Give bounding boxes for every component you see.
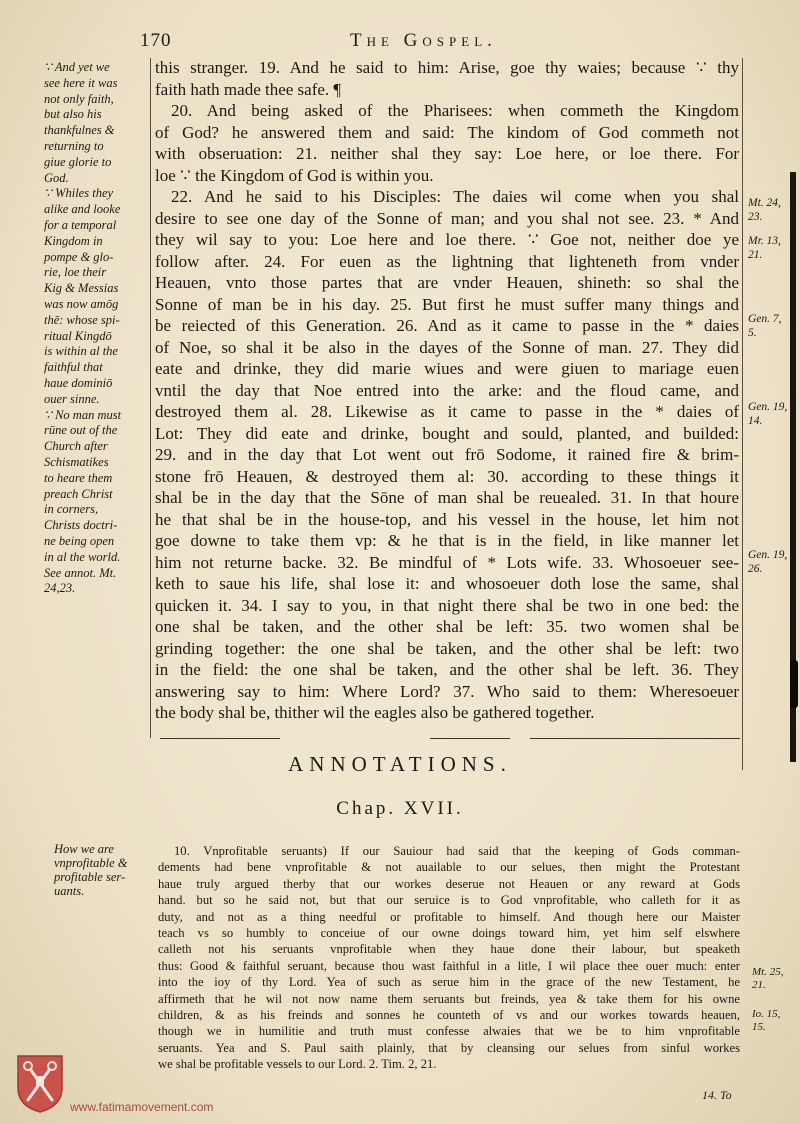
text-line: Lot: They did eate and drinke, bought and sould, planted, and builded: [155, 423, 739, 443]
margin-note-line: see here it was [44, 75, 118, 90]
margin-note-line: rie, loe their [44, 265, 107, 280]
page-number: 170 [140, 30, 172, 51]
margin-note-line: to heare them [44, 470, 113, 485]
cross-ref-verse: 14. [748, 415, 763, 427]
margin-note-line: Kingdom in [44, 233, 103, 248]
margin-note-line: ∵ And yet we [44, 60, 110, 74]
annotation-margin-note [54, 842, 154, 898]
text-line: Heauen, vnto those partes that are vnder Heauen, shineth: so shal the [155, 273, 739, 292]
margin-note-line: ne being open [44, 533, 115, 548]
annotation-ref-io-15 [752, 1008, 796, 1034]
page-header [140, 30, 740, 52]
margin-note-line: not only faith, [44, 91, 114, 106]
margin-note-line: was now amōg [44, 296, 119, 311]
section-rule-mid [430, 738, 510, 739]
text-line: seruants. Yea and S. Paul saith plainly, that by cleansing our selues from sinful workes [158, 1040, 740, 1055]
text-line: in the field: the one shal be taken, and the other shal be left. 36. They [155, 660, 739, 679]
text-line: thus: Good & faithful seruant, because thou wast faithful in a litle, I wil place thee ouer much: enter [158, 958, 740, 973]
cross-ref: Gen. 19, [748, 401, 788, 413]
margin-note-line: ∵ Whiles they [44, 186, 114, 201]
cross-ref-gen-19b [748, 548, 792, 576]
text-line: we shal be profitable vessels to our Lord. 2. Tim. 2, 21. [158, 1057, 437, 1072]
margin-note-line: vnprofitable & [54, 856, 128, 870]
text-line: be reiected of this Generation. 26. And as it came to passe in the * daies [155, 316, 739, 335]
margin-note-line: Kig & Messias [44, 281, 119, 296]
column-rule-right [742, 58, 743, 770]
cross-ref: Mr. 13, [748, 235, 781, 247]
cross-ref: Gen. 19, [748, 549, 788, 561]
text-line: the body shal be, thither wil the eagles also be gathered together. [155, 703, 595, 722]
cross-ref-gen-19a [748, 400, 792, 428]
text-line: grinding together: the one shal be taken, and the other shal be left: two [155, 638, 739, 658]
text-line: 29. and in the day that Lot went out frō Sodome, it rained fire & brim- [155, 445, 739, 464]
text-line: keth to saue his life, shal lose it: and whosoeuer doth lose the same, shal [155, 574, 739, 593]
margin-note-line: Schismatikes [44, 454, 109, 469]
margin-note-line: Christs doctri- [44, 518, 118, 533]
text-line: Sonne of man be in his day. 25. But first he must suffer many things and [155, 294, 739, 314]
text-line: destroyed them al. 28. Likewise as it came to passe in the * daies of [155, 402, 739, 421]
margin-note-line: haue dominiō [44, 375, 113, 390]
text-line: desire to see one day of the Sonne of man; and you shal not see. 23. * And [155, 208, 739, 228]
cross-ref-verse: 5. [748, 327, 757, 339]
text-line: 20. And being asked of the Pharisees: when commeth the Kingdom [171, 101, 739, 120]
margin-note-line: but also his [44, 107, 102, 122]
text-line: answering say to him: Where Lord? 37. Who said to them: Wheresoeuer [155, 681, 739, 701]
margin-note-line: ∵ No man must [44, 407, 122, 422]
cross-ref: Mt. 24, [748, 197, 781, 209]
margin-note-line: faithful that [44, 360, 103, 375]
text-line: calleth not his seruants vnprofitable when they haue done their labour, but speaketh [158, 942, 740, 957]
chapter-heading: Chap. XVII. [336, 798, 464, 819]
text-line: stone frō Heauen, & destroyed them al: 30. according to these things it [155, 466, 739, 486]
margin-note-line: thē: whose spi- [44, 312, 120, 327]
text-line: of Noe, so shal it be also in the dayes of the Sonne of man. 27. They did [155, 337, 739, 357]
cross-ref-gen-7 [748, 312, 792, 340]
cross-ref: Mt. 25, [752, 966, 784, 978]
cross-ref-mt-24 [748, 196, 792, 224]
margin-note-line: in corners, [44, 502, 99, 517]
text-line: shal be in the day that the Sōne of man shal be reuealed. 31. In that houre [155, 488, 739, 507]
annotation-text [158, 843, 740, 1073]
text-line: one shal be taken, and the other shal be left: 35. two women shal be [155, 617, 739, 636]
text-line: eate and drinke, they did marie wiues and were giuen to mariage euen [155, 359, 739, 378]
text-line: duty, and not as a thing needful or profitable to himself. And though here our Maister [158, 909, 740, 924]
margin-note-line: rūne out of the [44, 423, 118, 438]
left-marginal-notes [44, 60, 152, 597]
binding-mark [790, 660, 798, 708]
margin-note-line: See annot. Mt. [44, 565, 117, 580]
cross-ref-mr-13 [748, 234, 792, 262]
text-line: of God? he answered them and said: The kindom of God commeth not [155, 122, 739, 142]
text-line: this stranger. 19. And he said to him: Arise, goe thy waies; because ∵ thy [155, 58, 739, 77]
margin-note-line: ouer sinne. [44, 391, 100, 406]
papal-keys-logo-icon [14, 1052, 66, 1114]
cross-ref: Gen. 7, [748, 313, 782, 325]
margin-note-line: Church after [44, 439, 108, 454]
text-line: vntil the day that Noe entred into the arke: and the floud came, and [155, 380, 739, 400]
margin-note-line: How we are [54, 842, 114, 856]
text-line: faith hath made thee safe. ¶ [155, 79, 342, 99]
text-line: with obseruation: 21. neither shal they say: Loe here, or loe there. For [155, 144, 739, 163]
text-line: dements had bene vnprofitable & not auailable to our selues, then might the Protestant [158, 860, 740, 875]
text-line: hand. but so he said not, but that our seruice is to God vnprofitable, who calleth for it as [158, 893, 740, 908]
text-line: goe downe to take them vp: & he that is in the field, in like manner let [155, 531, 739, 550]
gospel-text [155, 57, 739, 724]
text-line: quicken it. 34. I say to you, in that night there shal be two in one bed: the [155, 595, 739, 615]
margin-note-line: giue glorie to [44, 154, 112, 169]
catchword: 14. To [702, 1088, 732, 1102]
cross-ref: Io. 15, [752, 1008, 781, 1020]
text-line: 22. And he said to his Disciples: The daies wil come when you shal [171, 187, 739, 206]
margin-note-line: returning to [44, 138, 104, 153]
text-line: into the ioy of thy Lord. Yea of such as serue him in the grace of the new Testament, he [158, 975, 740, 990]
text-line: him not returne backe. 32. Be mindful of * Lots wife. 33. Whosoeuer see- [155, 552, 739, 572]
margin-note-line: in al the world. [44, 549, 121, 564]
text-line: loe ∵ the Kingdom of God is within you. [155, 165, 434, 185]
cross-ref-verse: 21. [748, 249, 763, 261]
margin-note-line: 24,23. [44, 581, 76, 596]
section-rule-right [530, 738, 740, 739]
margin-note-line: alike and looke [44, 202, 121, 217]
text-line: affirmeth that he wil not now name them seruants but freinds, yea & take them for his owne [158, 991, 740, 1006]
text-line: haue truly argued therby that our workes deserue not Heauen or any reward at Gods [158, 876, 740, 891]
annotation-ref-mt-25 [752, 966, 796, 992]
cross-ref-verse: 23. [748, 211, 763, 223]
text-line: 10. Vnprofitable seruants) If our Sauiour had said that the keeping of Gods comman- [174, 844, 740, 858]
running-title: The Gospel. [350, 30, 497, 51]
margin-note-line: ritual Kingdō [44, 328, 112, 343]
margin-note-line: is within al the [44, 344, 118, 359]
margin-note-line: profitable ser- [54, 870, 126, 884]
margin-note-line: thankfulnes & [44, 123, 115, 138]
text-line: though we in humilitie and truth must confesse alwaies that we be to him vnprofitable [158, 1024, 740, 1039]
text-line: children, & as his freinds and sonnes he counteth of vs and our workes towards heauen, [158, 1008, 740, 1023]
text-line: follow after. 24. For euen as the lightning that lighteneth from vnder [155, 251, 739, 271]
text-line: they wil say to you: Loe here and loe there. ∵ Goe not, neither doe ye [155, 230, 739, 249]
text-line: teach vs so humbly to conceiue of our owne doings toward him, yet him self elswhere [158, 926, 740, 941]
annotations-heading: ANNOTATIONS. [288, 752, 512, 776]
margin-note-line: preach Christ [44, 486, 113, 501]
margin-note-line: for a temporal [44, 217, 117, 232]
text-line: he that shal be in the house-top, and his vessel in the house, let him not [155, 509, 739, 529]
cross-ref-verse: 26. [748, 563, 763, 575]
cross-ref-verse: 15. [752, 1021, 766, 1033]
margin-note-line: God. [44, 170, 69, 185]
website-credit: www.fatimamovement.com [70, 1100, 214, 1114]
margin-note-line: pompe & glo- [44, 249, 114, 264]
section-rule-left [160, 738, 280, 739]
margin-note-line: uants. [54, 884, 85, 898]
cross-ref-verse: 21. [752, 979, 766, 991]
